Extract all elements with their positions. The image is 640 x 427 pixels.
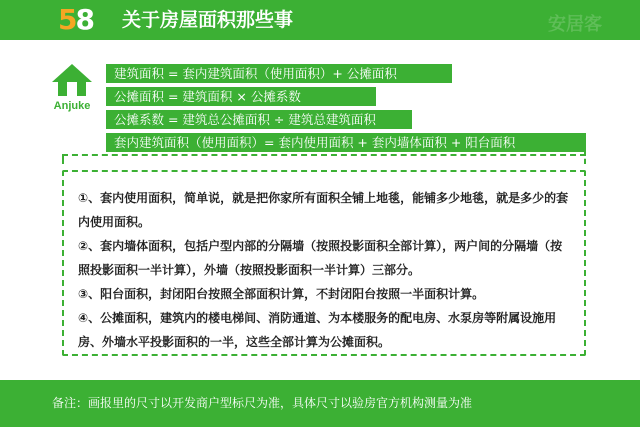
anjuke-label: Anjuke [53,100,91,112]
watermark: 安居客 [548,14,602,35]
dashed-connector [62,154,586,164]
formula-shared-area: 公摊面积 = 建筑面积 × 公摊系数 [106,87,376,106]
formula-shared-coefficient: 公摊系数 = 建筑总公摊面积 ÷ 建筑总建筑面积 [106,110,412,129]
header-bar [0,0,640,40]
formula-inner-area: 套内建筑面积（使用面积）= 套内使用面积 + 套内墙体面积 + 阳台面积 [106,133,586,152]
page-title: 关于房屋面积那些事 [122,9,294,31]
anjuke-logo [40,62,104,122]
dashed-connector-right [584,150,588,164]
explanation-item: ①、套内使用面积，简单说，就是把你家所有面积全铺上地毯，能铺多少地毯，就是多少的套内使用面积。 [78,191,569,229]
footer-bar [0,380,640,427]
explanation-item: ②、套内墙体面积，包括户型内部的分隔墙（按照投影面积全部计算），两户间的分隔墙（按照投影面积一半计算），外墙（按照投影面积一半计算）三部分。 [78,239,563,277]
house-icon [50,62,94,98]
explanation-item: ④、公摊面积，建筑内的楼电梯间、消防通道、为本楼服务的配电房、水泵房等附属设施用房、外墙水平投影面积的一半，这些全部计算为公摊面积。 [78,311,557,349]
formula-building-area: 建筑面积 = 套内建筑面积（使用面积）+ 公摊面积 [106,64,452,83]
explanation-box [62,170,586,356]
logo-58: 58 [58,3,93,36]
explanation-item: ③、阳台面积，封闭阳台按照全部面积计算，不封闭阳台按照一半面积计算。 [78,287,485,301]
footer-note: 备注：画报里的尺寸以开发商户型标尺为准，具体尺寸以验房官方机构测量为准 [52,396,473,410]
